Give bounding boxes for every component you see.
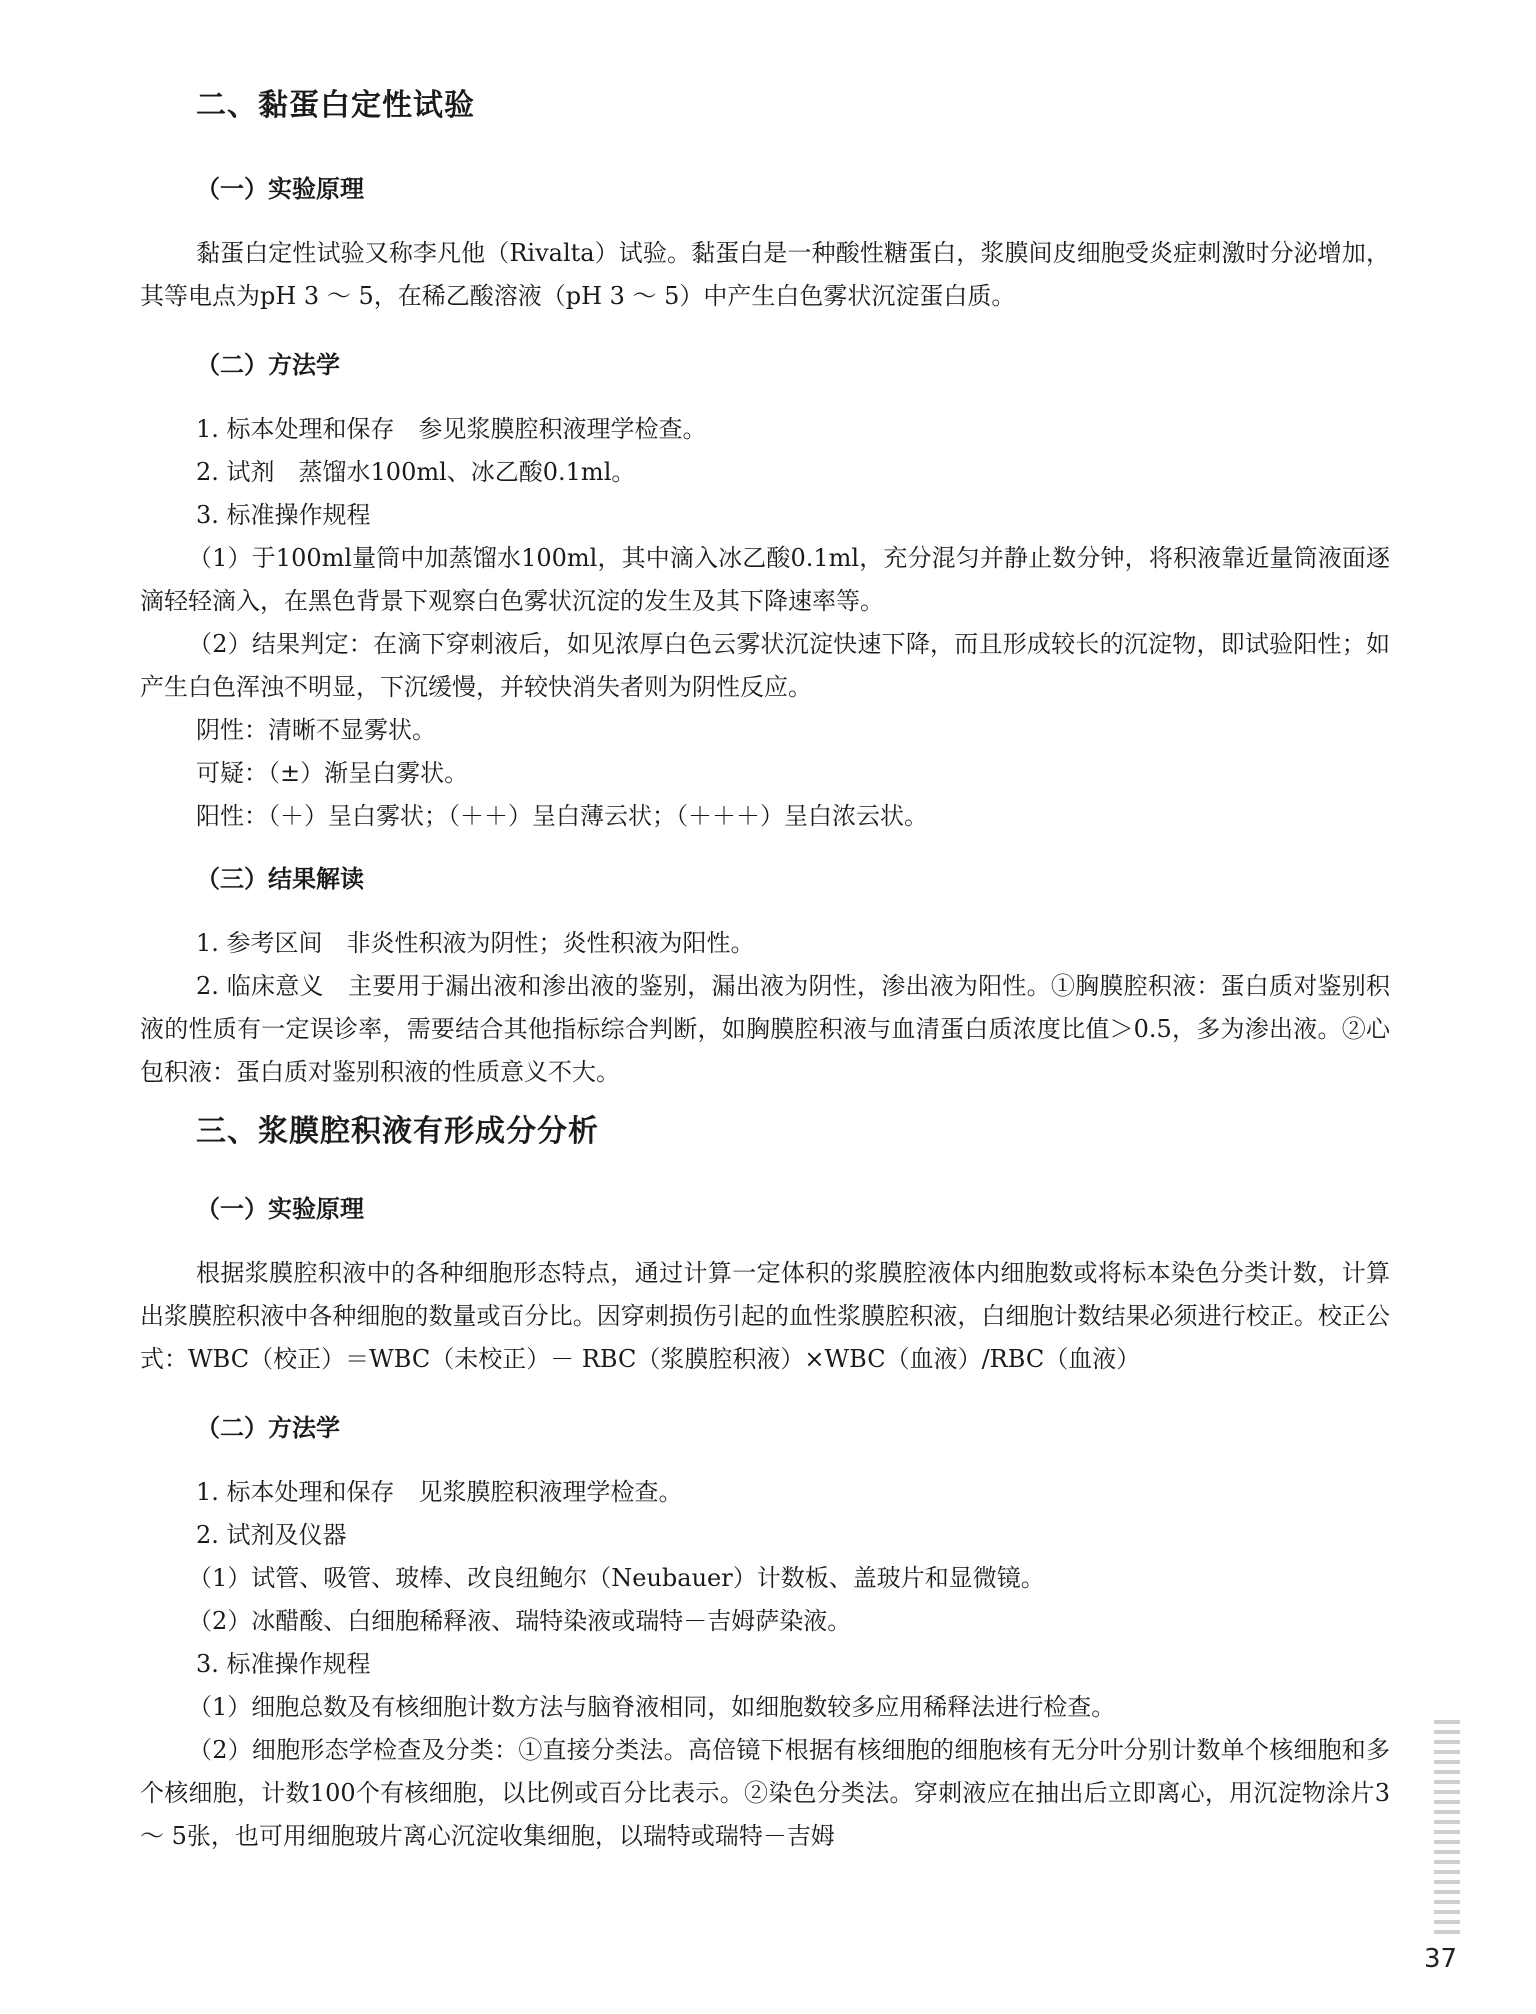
paragraph: 3. 标准操作规程 (196, 1650, 371, 1678)
paragraph: 1. 标本处理和保存 见浆膜腔积液理学检查。 (196, 1478, 683, 1506)
subsection-heading: （一）实验原理 (196, 175, 364, 203)
paragraph: 2. 试剂 蒸馏水100ml、冰乙酸0.1ml。 (196, 458, 636, 486)
paragraph: （1）于100ml量筒中加蒸馏水100ml，其中滴入冰乙酸0.1ml，充分混匀并静止数分钟，将积液靠近量筒液面逐滴轻轻滴入，在黑色背景下观察白色雾状沉淀的发生及其下降速率等。 (140, 544, 1390, 615)
paragraph: （1）试管、吸管、玻棒、改良纽鲍尔（Neubauer）计数板、盖玻片和显微镜。 (188, 1564, 1045, 1592)
paragraph: （2）细胞形态学检查及分类：①直接分类法。高倍镜下根据有核细胞的细胞核有无分叶分别计数单个核细胞和多个核细胞，计数100个有核细胞，以比例或百分比表示。②染色分类法。穿刺液应在抽出后立即离心，用沉淀物涂片3 ～ 5张，也可用细胞玻片离心沉淀收集细胞，以瑞特或瑞特－吉姆 (140, 1736, 1390, 1850)
page-number: 37 (1424, 1944, 1458, 1974)
page-edge-marker (1434, 1720, 1460, 1940)
subsection-heading: （二）方法学 (196, 1414, 340, 1442)
subsection-heading: （一）实验原理 (196, 1195, 364, 1223)
paragraph: （1）细胞总数及有核细胞计数方法与脑脊液相同，如细胞数较多应用稀释法进行检查。 (188, 1693, 1116, 1721)
paragraph: 阳性：（＋）呈白雾状；（＋＋）呈白薄云状；（＋＋＋）呈白浓云状。 (196, 802, 928, 830)
section-heading: 二、黏蛋白定性试验 (196, 88, 475, 123)
paragraph: 根据浆膜腔积液中的各种细胞形态特点，通过计算一定体积的浆膜腔液体内细胞数或将标本染色分类计数，计算出浆膜腔积液中各种细胞的数量或百分比。因穿刺损伤引起的血性浆膜腔积液，白细胞计数结果必须进行校正。校正公式：WBC（校正）＝WBC（未校正）－ RBC（浆膜腔积液）×WBC（血液）/RBC（血液） (140, 1259, 1390, 1373)
paragraph: 1. 标本处理和保存 参见浆膜腔积液理学检查。 (196, 415, 707, 443)
paragraph: 2. 临床意义 主要用于漏出液和渗出液的鉴别，漏出液为阴性，渗出液为阳性。①胸膜腔积液：蛋白质对鉴别积液的性质有一定误诊率，需要结合其他指标综合判断，如胸膜腔积液与血清蛋白质浓度比值＞0.5，多为渗出液。②心包积液：蛋白质对鉴别积液的性质意义不大。 (140, 972, 1390, 1086)
paragraph: 2. 试剂及仪器 (196, 1521, 347, 1549)
paragraph: （2）结果判定：在滴下穿刺液后，如见浓厚白色云雾状沉淀快速下降，而且形成较长的沉淀物，即试验阳性；如产生白色浑浊不明显，下沉缓慢，并较快消失者则为阴性反应。 (140, 630, 1390, 701)
subsection-heading: （三）结果解读 (196, 865, 364, 893)
paragraph: 黏蛋白定性试验又称李凡他（Rivalta）试验。黏蛋白是一种酸性糖蛋白，浆膜间皮细胞受炎症刺激时分泌增加，其等电点为pH 3 ～ 5，在稀乙酸溶液（pH 3 ～ 5）中产生白色雾状沉淀蛋白质。 (140, 239, 1390, 310)
paragraph: 阴性：清晰不显雾状。 (196, 716, 436, 744)
section-heading: 三、浆膜腔积液有形成分分析 (196, 1114, 599, 1149)
page-content (140, 80, 1390, 1858)
paragraph: （2）冰醋酸、白细胞稀释液、瑞特染液或瑞特－吉姆萨染液。 (188, 1607, 852, 1635)
paragraph: 可疑：（±）渐呈白雾状。 (196, 759, 469, 787)
paragraph: 1. 参考区间 非炎性积液为阴性；炎性积液为阳性。 (196, 929, 755, 957)
subsection-heading: （二）方法学 (196, 351, 340, 379)
paragraph: 3. 标准操作规程 (196, 501, 371, 529)
